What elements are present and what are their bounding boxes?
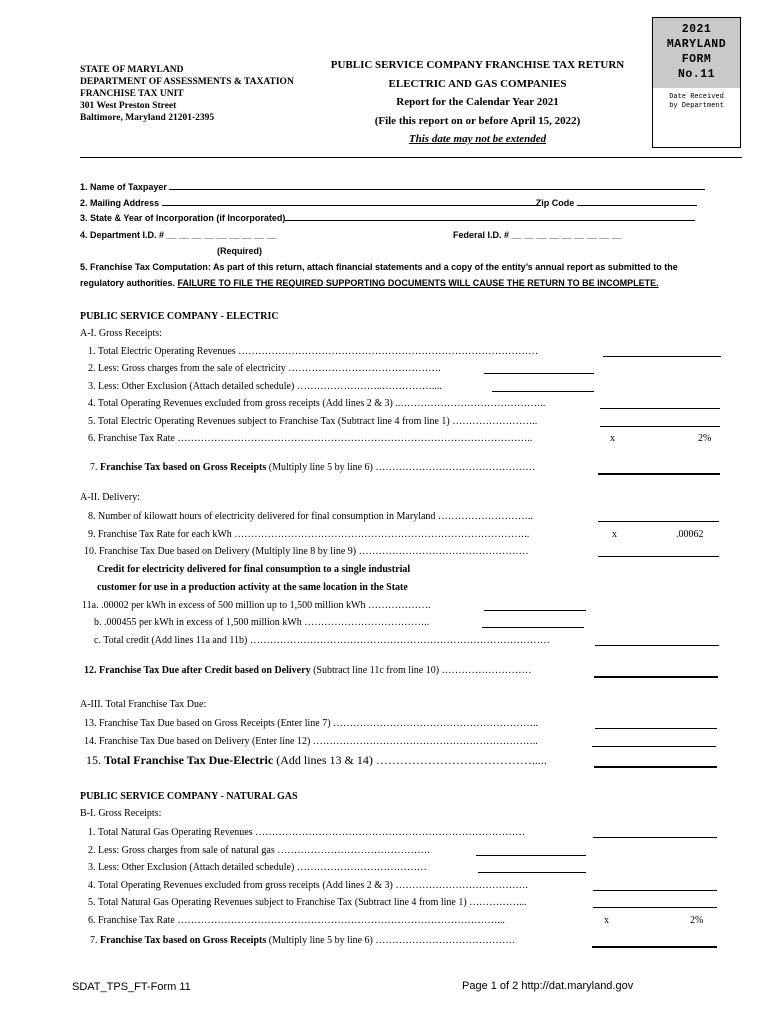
gas-line-7: [90, 935, 515, 946]
electric-line-3-field[interactable]: [492, 391, 594, 392]
header-divider: [80, 157, 742, 158]
page-info: Page 1 of 2 http://dat.maryland.gov: [462, 980, 634, 992]
gas-line-6: 6. Franchise Tax Rate ……………………………………………………………………………………...: [88, 915, 505, 926]
electric-line-6-rate: 2%: [698, 433, 712, 444]
electric-line-15-field[interactable]: [594, 766, 717, 768]
title-line-3: Report for the Calendar Year 2021: [396, 96, 559, 108]
electric-line-5: 5. Total Electric Operating Revenues subject to Franchise Tax (Subtract line 4 from line 1) ……………………..: [88, 416, 538, 427]
mailing-address-label: 2. Mailing Address: [80, 198, 160, 208]
electric-line-11b-field[interactable]: [482, 627, 584, 628]
electric-line-4-field[interactable]: [600, 408, 720, 409]
gas-line-2: 2. Less: Gross charges from sale of natural gas ……………………………………….: [88, 845, 430, 856]
electric-line-15: [86, 753, 547, 768]
gas-line-2-field[interactable]: [476, 855, 586, 856]
date-received-line-2: by Department: [669, 102, 724, 110]
title-line-4: (File this report on or before April 15, 2022): [374, 114, 581, 127]
form-state: MARYLAND: [666, 38, 727, 51]
gas-line-1: 1. Total Natural Gas Operating Revenues ………………………………………………………………………: [88, 827, 526, 838]
electric-line-11b: b. .000455 per kWh in excess of 1,500 million kWh ………………………………..: [94, 617, 430, 628]
electric-line-12-rest: (Subtract line 11c from line 10) ………………………: [310, 665, 532, 676]
electric-line-7-num: 7.: [90, 462, 98, 473]
computation-instructions-2: [80, 278, 659, 288]
electric-line-12-field[interactable]: [594, 676, 718, 678]
industrial-credit-line-1: Credit for electricity delivered for final consumption to a single industrial: [97, 564, 411, 575]
gas-heading: PUBLIC SERVICE COMPANY - NATURAL GAS: [80, 791, 298, 802]
mailing-address-row: [80, 197, 697, 208]
electric-line-12-label: 12. Franchise Tax Due after Credit based on Delivery: [84, 665, 311, 676]
date-received-line-1: Date Received: [669, 93, 724, 101]
electric-total-due-title: A-III. Total Franchise Tax Due:: [80, 699, 207, 710]
industrial-credit-heading-1: [97, 564, 410, 575]
gas-line-3-field[interactable]: [478, 872, 586, 873]
agency-line: FRANCHISE TAX UNIT: [80, 89, 184, 99]
taxpayer-name-label: 1. Name of Taxpayer: [80, 182, 167, 192]
electric-line-3: 3. Less: Other Exclusion (Attach detailed schedule) ……………………..……………....: [88, 381, 442, 392]
electric-line-1-field[interactable]: [603, 356, 721, 357]
gas-line-7-field[interactable]: [592, 946, 717, 948]
gas-line-7-rest: (Multiply line 5 by line 6) ……………………………………: [266, 935, 516, 946]
taxpayer-name-row: [80, 181, 705, 192]
gas-gross-receipts-title: B-I. Gross Receipts:: [80, 808, 162, 819]
gas-line-1-field[interactable]: [593, 837, 717, 838]
date-received-stamp: [653, 93, 740, 111]
electric-line-7-field[interactable]: [598, 473, 720, 475]
gas-line-6-multiply: x: [604, 915, 609, 926]
electric-line-9-multiply: x: [612, 529, 617, 540]
electric-line-14-field[interactable]: [592, 746, 716, 747]
electric-line-11a-field[interactable]: [484, 610, 586, 611]
electric-line-1: 1. Total Electric Operating Revenues ………………………………………………………………………………: [88, 346, 539, 357]
computation-instructions-1: 5. Franchise Tax Computation: As part of this return, attach financial statements and a copy of the entity’s annual report as submitted to the: [80, 262, 678, 272]
gas-line-4: 4. Total Operating Revenues excluded from gross receipts (Add lines 2 & 3) ………………………………….: [88, 880, 528, 891]
agency-line: DEPARTMENT OF ASSESSMENTS & TAXATION: [80, 77, 294, 87]
incorporation-row: [80, 212, 695, 223]
electric-line-10: 10. Franchise Tax Due based on Delivery (Multiply line 8 by line 9) ……………………………………………: [84, 546, 529, 557]
zip-code-field[interactable]: [577, 197, 697, 206]
gas-line-3: 3. Less: Other Exclusion (Attach detailed schedule) …………………………………: [88, 862, 427, 873]
electric-line-7-label: Franchise Tax based on Gross Receipts: [100, 462, 267, 473]
gas-line-5-field[interactable]: [593, 907, 717, 908]
electric-line-13-field[interactable]: [595, 728, 717, 729]
electric-line-2-field[interactable]: [484, 373, 594, 374]
mailing-address-field[interactable]: [162, 197, 536, 206]
gas-line-7-num: 7.: [90, 935, 100, 946]
title-line-2: ELECTRIC AND GAS COMPANIES: [388, 77, 567, 90]
zip-code-label: Zip Code: [535, 198, 575, 208]
taxpayer-name-field[interactable]: [169, 181, 705, 190]
electric-gross-receipts-title: A-I. Gross Receipts:: [80, 328, 162, 339]
department-id-field[interactable]: 4. Department I.D. # __ __ __ __ __ __ __ __ __: [80, 230, 277, 240]
form-title: [320, 56, 635, 149]
electric-line-5-field[interactable]: [600, 426, 720, 427]
electric-line-15-label: Total Franchise Tax Due-Electric: [104, 753, 274, 767]
title-line-1: PUBLIC SERVICE COMPANY FRANCHISE TAX RETURN: [330, 59, 625, 71]
form-id-panel: [653, 18, 740, 88]
incorporation-field[interactable]: [285, 212, 695, 221]
electric-line-7: [90, 462, 535, 473]
electric-line-9-rate: .00062: [676, 529, 704, 540]
electric-line-4: 4. Total Operating Revenues excluded from gross receipts (Add lines 2 & 3) ..……………………………………..: [88, 398, 546, 409]
electric-line-10-field[interactable]: [598, 556, 719, 557]
form-number: No.11: [677, 68, 715, 81]
computation-instructions-2a: regulatory authorities.: [80, 278, 176, 288]
form-code: SDAT_TPS_FT-Form 11: [72, 981, 191, 993]
electric-heading: PUBLIC SERVICE COMPANY - ELECTRIC: [80, 311, 279, 322]
electric-line-11a: 11a. .00002 per kWh in excess of 500 million up to 1,500 million kWh ……………….: [82, 600, 431, 611]
electric-line-11c-field[interactable]: [595, 645, 719, 646]
agency-line: Baltimore, Maryland 21201-2395: [80, 113, 215, 123]
electric-line-11c: c. Total credit (Add lines 11a and 11b) ………………………………………………………………………………: [94, 635, 550, 646]
incomplete-warning: FAILURE TO FILE THE REQUIRED SUPPORTING DOCUMENTS WILL CAUSE THE RETURN TO BE INCOMPLETE.: [177, 278, 659, 288]
electric-delivery-title: A-II. Delivery:: [80, 492, 140, 503]
no-extension-note: This date may not be extended: [408, 133, 547, 145]
electric-line-6-multiply: x: [610, 433, 615, 444]
form-year: 2021: [681, 23, 712, 36]
electric-line-7-rest: (Multiply line 5 by line 6) …………………………………………: [266, 462, 536, 473]
electric-line-6: 6. Franchise Tax Rate ……………………………………………………………………………………………..: [88, 433, 533, 444]
electric-line-13: 13. Franchise Tax Due based on Gross Receipts (Enter line 7) ……………………………………………………..: [84, 718, 539, 729]
federal-id-field[interactable]: Federal I.D. # __ __ __ __ __ __ __ __ __: [453, 230, 622, 240]
incorporation-label: 3. State & Year of Incorporation (if Incorporated): [80, 213, 286, 223]
electric-line-8-field[interactable]: [598, 521, 719, 522]
electric-line-12: [84, 665, 532, 676]
industrial-credit-line-2: customer for use in a production activity at the same location in the State: [97, 582, 408, 593]
gas-line-5: 5. Total Natural Gas Operating Revenues subject to Franchise Tax (Subtract line 4 from line 1) ……………...: [88, 897, 527, 908]
required-note: (Required): [217, 246, 262, 256]
form-label: FORM: [681, 53, 712, 66]
gas-line-7-label: Franchise Tax based on Gross Receipts: [100, 935, 267, 946]
electric-line-14: 14. Franchise Tax Due based on Delivery (Enter line 12) …………………………………………………………..: [84, 736, 538, 747]
electric-line-8: 8. Number of kilowatt hours of electricity delivered for final consumption in Maryland ………………………..: [88, 511, 533, 522]
industrial-credit-heading-2: [97, 582, 408, 593]
electric-line-9: 9. Franchise Tax Rate for each kWh ……………………………………………………………………………..: [88, 529, 530, 540]
electric-line-15-rest: (Add lines 13 & 14) ………………………………….....: [273, 753, 547, 767]
gas-line-4-field[interactable]: [593, 890, 717, 891]
agency-line: 301 West Preston Street: [80, 101, 177, 111]
agency-line: STATE OF MARYLAND: [80, 65, 184, 75]
form-number-box: [652, 17, 741, 148]
gas-line-6-rate: 2%: [690, 915, 704, 926]
electric-line-15-num: 15.: [86, 753, 104, 767]
agency-address: [80, 64, 294, 124]
electric-line-2: 2. Less: Gross charges from the sale of electricity ……………………………………….: [88, 363, 441, 374]
